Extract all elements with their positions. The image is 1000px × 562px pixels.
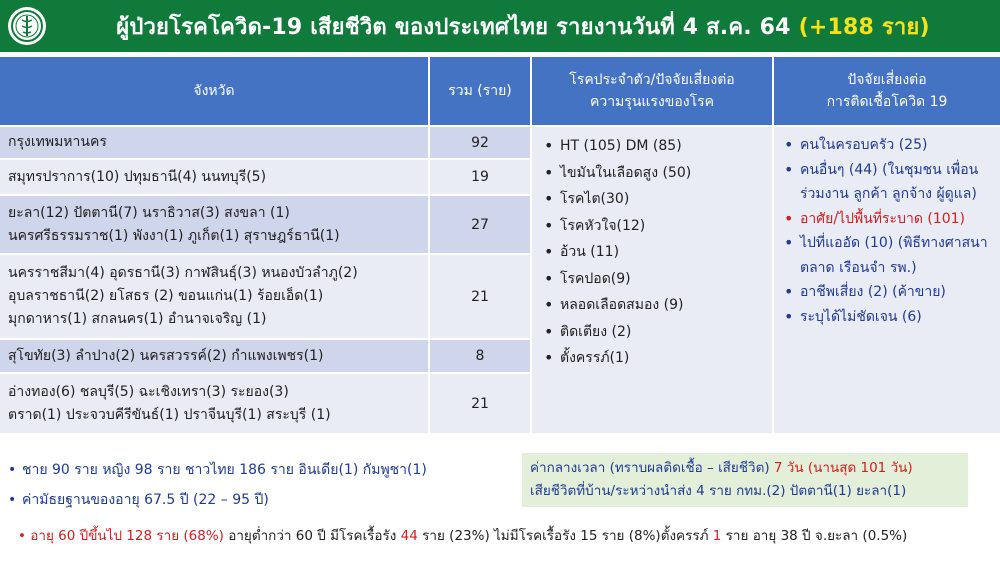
header-diseases-line2: ความรุนแรงของโรค — [589, 94, 714, 110]
header-risks — [774, 57, 1000, 125]
summary-gender — [8, 459, 427, 481]
row-total: 92 — [471, 134, 489, 151]
age-under-60-label: อายุต่ำกว่า 60 ปี มีโรคเรื้อรัง — [223, 528, 401, 544]
table-row — [0, 372, 530, 433]
pregnant-count: 1 — [712, 528, 722, 544]
timing-label: ค่ากลางเวลา (ทราบผลติดเชื้อ – เสียชีวิต) — [530, 460, 770, 476]
header-total-label: รวม (ราย) — [448, 83, 512, 99]
list-item: • ตั้งครรภ์(1) — [542, 345, 762, 372]
diseases-list-cell — [532, 127, 772, 433]
province-text: อุบลราชธานี(2) ยโสธร (2) ขอนแก่น(1) ร้อยเอ็ด(1) — [8, 288, 324, 304]
list-item-continuation: ร่วมงาน ลูกค้า ลูกจ้าง ผู้ดูแล) — [800, 186, 977, 202]
row-total: 19 — [471, 169, 489, 185]
bullet-icon: • — [8, 492, 17, 508]
moph-emblem-icon — [10, 9, 44, 43]
row-total: 21 — [471, 288, 489, 305]
table-row — [0, 253, 530, 338]
diseases-list — [542, 133, 762, 372]
province-text: สุโขทัย(3) ลำปาง(2) นครสวรรค์(2) กำแพงเพชร(1) — [8, 347, 324, 364]
list-item: • หลอดเลือดสมอง (9) — [542, 292, 762, 319]
timing-value: 7 วัน (นานสุด 101 วัน) — [773, 460, 913, 476]
list-item: • ไขมันในเลือดสูง (50) — [542, 160, 762, 187]
summary-gender-text: ชาย 90 ราย หญิง 98 ราย ชาวไทย 186 ราย อินเดีย(1) กัมพูชา(1) — [22, 462, 427, 478]
header-diseases — [532, 57, 772, 125]
list-item: • อาชีพเสี่ยง (2) (ค้าขาย) — [782, 280, 992, 305]
title-main: ผู้ป่วยโรคโควิด-19 เสียชีวิต ของประเทศไทย รายงานวันที่ 4 ส.ค. 64 — [116, 14, 791, 40]
age-60-plus: อายุ 60 ปีขึ้นไป 128 ราย (68%) — [30, 528, 224, 544]
summary-age-median — [8, 489, 269, 511]
title-count: (+188 ราย) — [798, 14, 930, 40]
list-item-continuation: ตลาด เรือนจำ รพ.) — [800, 259, 917, 276]
province-text: มุกดาหาร(1) สกลนคร(1) อำนาจเจริญ (1) — [8, 311, 267, 327]
list-item: • โรคไต(30) — [542, 186, 762, 213]
list-item: • โรคหัวใจ(12) — [542, 213, 762, 240]
list-item: • คนในครอบครัว (25) — [782, 133, 992, 158]
province-text: อ่างทอง(6) ชลบุรี(5) ฉะเชิงเทรา(3) ระยอง(3) — [8, 383, 289, 400]
chronic-count: 44 — [400, 528, 418, 544]
province-text: นครศรีธรรมราช(1) พังงา(1) ภูเก็ต(1) สุราษฎร์ธานี(1) — [8, 227, 340, 244]
summary-section — [0, 433, 1000, 562]
timing-box — [522, 453, 968, 507]
list-item: • HT (105) DM (85) — [542, 133, 762, 160]
summary-age-text: ค่ามัธยฐานของอายุ 67.5 ปี (22 – 95 ปี) — [22, 492, 269, 508]
list-item: • อาศัย/ไปพื้นที่ระบาด (101) — [782, 207, 992, 232]
province-text: นครราชสีมา(4) อุดรธานี(3) กาฬสินธุ์(3) หนองบัวลำภู(2) — [8, 265, 358, 281]
list-item: • ติดเตียง (2) — [542, 319, 762, 346]
header-risks-line2: การติดเชื้อโควิด 19 — [826, 94, 948, 110]
home-deaths-text: เสียชีวิตที่บ้าน/ระหว่างนำส่ง 4 ราย กทม.(2) ปัตตานี(1) ยะลา(1) — [530, 483, 907, 499]
risks-list — [782, 133, 992, 182]
list-item: • ไปที่แออัด (10) (พิธีทางศาสนา — [782, 231, 992, 256]
header-diseases-line1: โรคประจำตัว/ปัจจัยเสี่ยงต่อ — [569, 72, 735, 88]
province-text: สมุทรปราการ(10) ปทุมธานี(4) นนทบุรี(5) — [8, 168, 267, 185]
no-chronic-text: ราย (23%) ไม่มีโรคเรื้อรัง 15 ราย (8%)ตั้งครรภ์ — [417, 528, 713, 544]
age-breakdown — [18, 524, 907, 546]
pregnant-detail: ราย อายุ 38 ปี จ.ยะลา (0.5%) — [721, 528, 908, 544]
header-risks-line1: ปัจจัยเสี่ยงต่อ — [847, 72, 927, 88]
bullet-icon: • — [18, 528, 26, 544]
bullet-icon: • — [8, 462, 17, 478]
table-row — [0, 194, 530, 253]
table-row — [0, 158, 530, 194]
list-item: • คนอื่นๆ (44) (ในชุมชน เพื่อน — [782, 158, 992, 183]
province-text: ตราด(1) ประจวบคีรีขันธ์(1) ปราจีนบุรี(1) สระบุรี (1) — [8, 406, 331, 423]
list-item: • อ้วน (11) — [542, 239, 762, 266]
province-text: ยะลา(12) ปัตตานี(7) นราธิวาส(3) สงขลา (1) — [8, 204, 290, 221]
table-row — [0, 338, 530, 372]
deaths-table — [0, 57, 1000, 433]
list-item: • โรคปอด(9) — [542, 266, 762, 293]
row-total: 27 — [471, 216, 489, 233]
header-province — [0, 57, 428, 125]
province-text: กรุงเทพมหานคร — [8, 134, 107, 150]
list-item: • ระบุได้ไม่ชัดเจน (6) — [782, 305, 992, 330]
moph-logo — [8, 7, 46, 45]
header-province-label: จังหวัด — [193, 83, 235, 99]
row-total: 8 — [475, 348, 485, 364]
page-title — [46, 9, 1000, 44]
table-row — [0, 125, 530, 158]
header-total — [430, 57, 530, 125]
risks-list-cell — [774, 127, 1000, 433]
row-total: 21 — [471, 395, 489, 412]
title-bar — [0, 0, 1000, 52]
